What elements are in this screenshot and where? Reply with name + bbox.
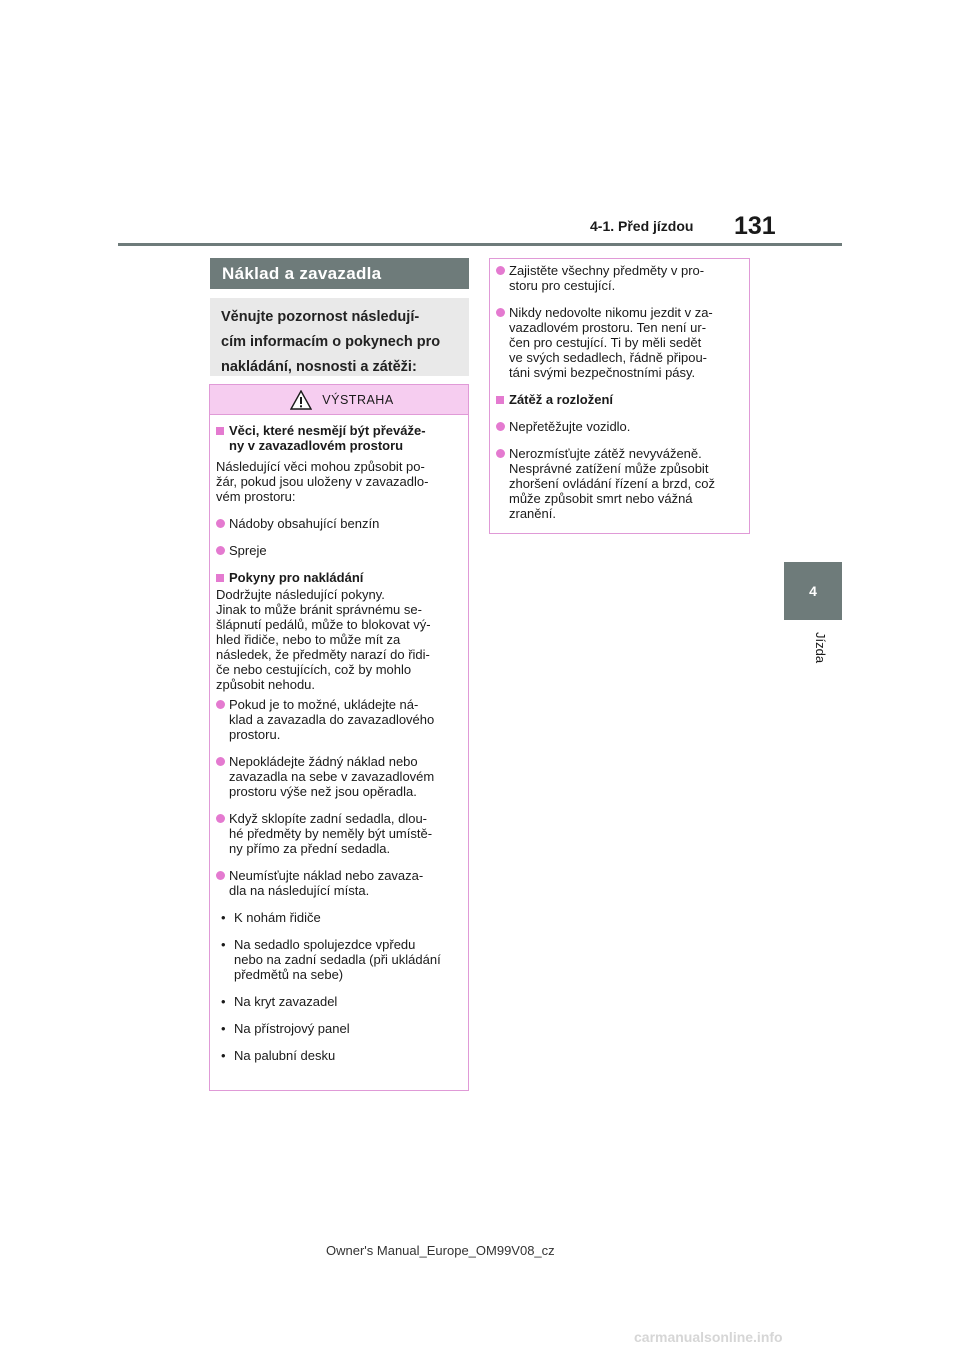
place-item: • Na kryt zavazadel (216, 994, 460, 1009)
dot-bullet-icon: • (221, 1048, 226, 1063)
list-item: Pokud je to možné, ukládejte ná- klad a zavazadla do zavazadlového prostoru. (216, 697, 460, 742)
dot-bullet-icon: • (221, 1021, 226, 1036)
list-item: Nerozmísťujte zátěž nevyváženě. Nesprávné zatížení může způsobit zhoršení ovládání řízení a brzd, což může způsobit smrt nebo vážná zranění. (496, 446, 741, 521)
warning-paragraph: Následující věci mohou způsobit po- žár, pokud jsou uloženy v zavazadlo- vém prostoru: (216, 459, 429, 504)
list-item: Spreje (216, 543, 460, 558)
footer-manual-id: Owner's Manual_Europe_OM99V08_cz (326, 1243, 555, 1258)
round-bullet-icon (216, 519, 225, 528)
place-item: • Na palubní desku (216, 1048, 460, 1063)
square-bullet-icon (216, 574, 224, 582)
round-bullet-icon (216, 700, 225, 709)
square-bullet-icon (496, 396, 504, 404)
dot-bullet-icon: • (221, 994, 226, 1009)
header-divider (118, 243, 842, 246)
subheading-load-distribution: Zátěž a rozložení (496, 392, 741, 407)
list-item: Nádoby obsahující benzín (216, 516, 460, 531)
round-bullet-icon (216, 546, 225, 555)
round-bullet-icon (496, 449, 505, 458)
place-item: • K nohám řidiče (216, 910, 460, 925)
place-item: • Na sedadlo spolujezdce vpředu nebo na zadní sedadla (při ukládání předmětů na sebe) (216, 937, 460, 982)
warning-triangle-icon (290, 390, 312, 410)
place-item: • Na přístrojový panel (216, 1021, 460, 1036)
intro-text: Věnujte pozornost následují- cím informacím o pokynech pro nakládání, nosnosti a zátěži: (210, 298, 469, 376)
warning-subheading-prohibited-items: Věci, které nesmějí být převáže- ny v zavazadlovém prostoru (216, 423, 460, 453)
warning-header (210, 385, 468, 415)
warning-subheading-loading: Pokyny pro nakládání (216, 570, 460, 585)
list-item: Nepokládejte žádný náklad nebo zavazadla na sebe v zavazadlovém prostoru výše než jsou opěradla. (216, 754, 460, 799)
warning-continuation-box (489, 258, 750, 534)
page-number: 131 (734, 212, 776, 240)
list-item: Nepřetěžujte vozidlo. (496, 419, 741, 434)
square-bullet-icon (216, 427, 224, 435)
round-bullet-icon (496, 308, 505, 317)
warning-title: VÝSTRAHA (322, 392, 394, 407)
section-title: Náklad a zavazadla (210, 258, 469, 289)
list-item: Nikdy nedovolte nikomu jezdit v za- vazadlovém prostoru. Ten není ur- čen pro cestující. Ti by měli sedět ve svých sedadlech, řádně připou- táni svými bezpečnostními pásy. (496, 305, 741, 380)
round-bullet-icon (216, 757, 225, 766)
dot-bullet-icon: • (221, 910, 226, 925)
round-bullet-icon (216, 814, 225, 823)
round-bullet-icon (496, 266, 505, 275)
round-bullet-icon (496, 422, 505, 431)
round-bullet-icon (216, 871, 225, 880)
chapter-label: Jízda (813, 632, 828, 664)
list-item: Neumísťujte náklad nebo zavaza- dla na následující místa. (216, 868, 460, 898)
warning-body (210, 415, 468, 1063)
list-item: Když sklopíte zadní sedadla, dlou- hé předměty by neměly být umístě- ny přímo za přední sedadla. (216, 811, 460, 856)
watermark: carmanualsonline.info (634, 1329, 783, 1345)
warning-paragraph: Dodržujte následující pokyny. Jinak to může bránit správnému se- šlápnutí pedálů, může to blokovat vý- hled řidiče, nebo to může mít za následek, že předměty narazí do řidi- če nebo cestujících, což by mohlo způsobit nehodu. (216, 587, 431, 692)
warning-box (209, 384, 469, 1091)
dot-bullet-icon: • (221, 937, 226, 952)
chapter-tab: 4 (784, 562, 842, 620)
header-section-title: 4-1. Před jízdou (590, 218, 694, 234)
list-item: Zajistěte všechny předměty v pro- storu pro cestující. (496, 263, 741, 293)
